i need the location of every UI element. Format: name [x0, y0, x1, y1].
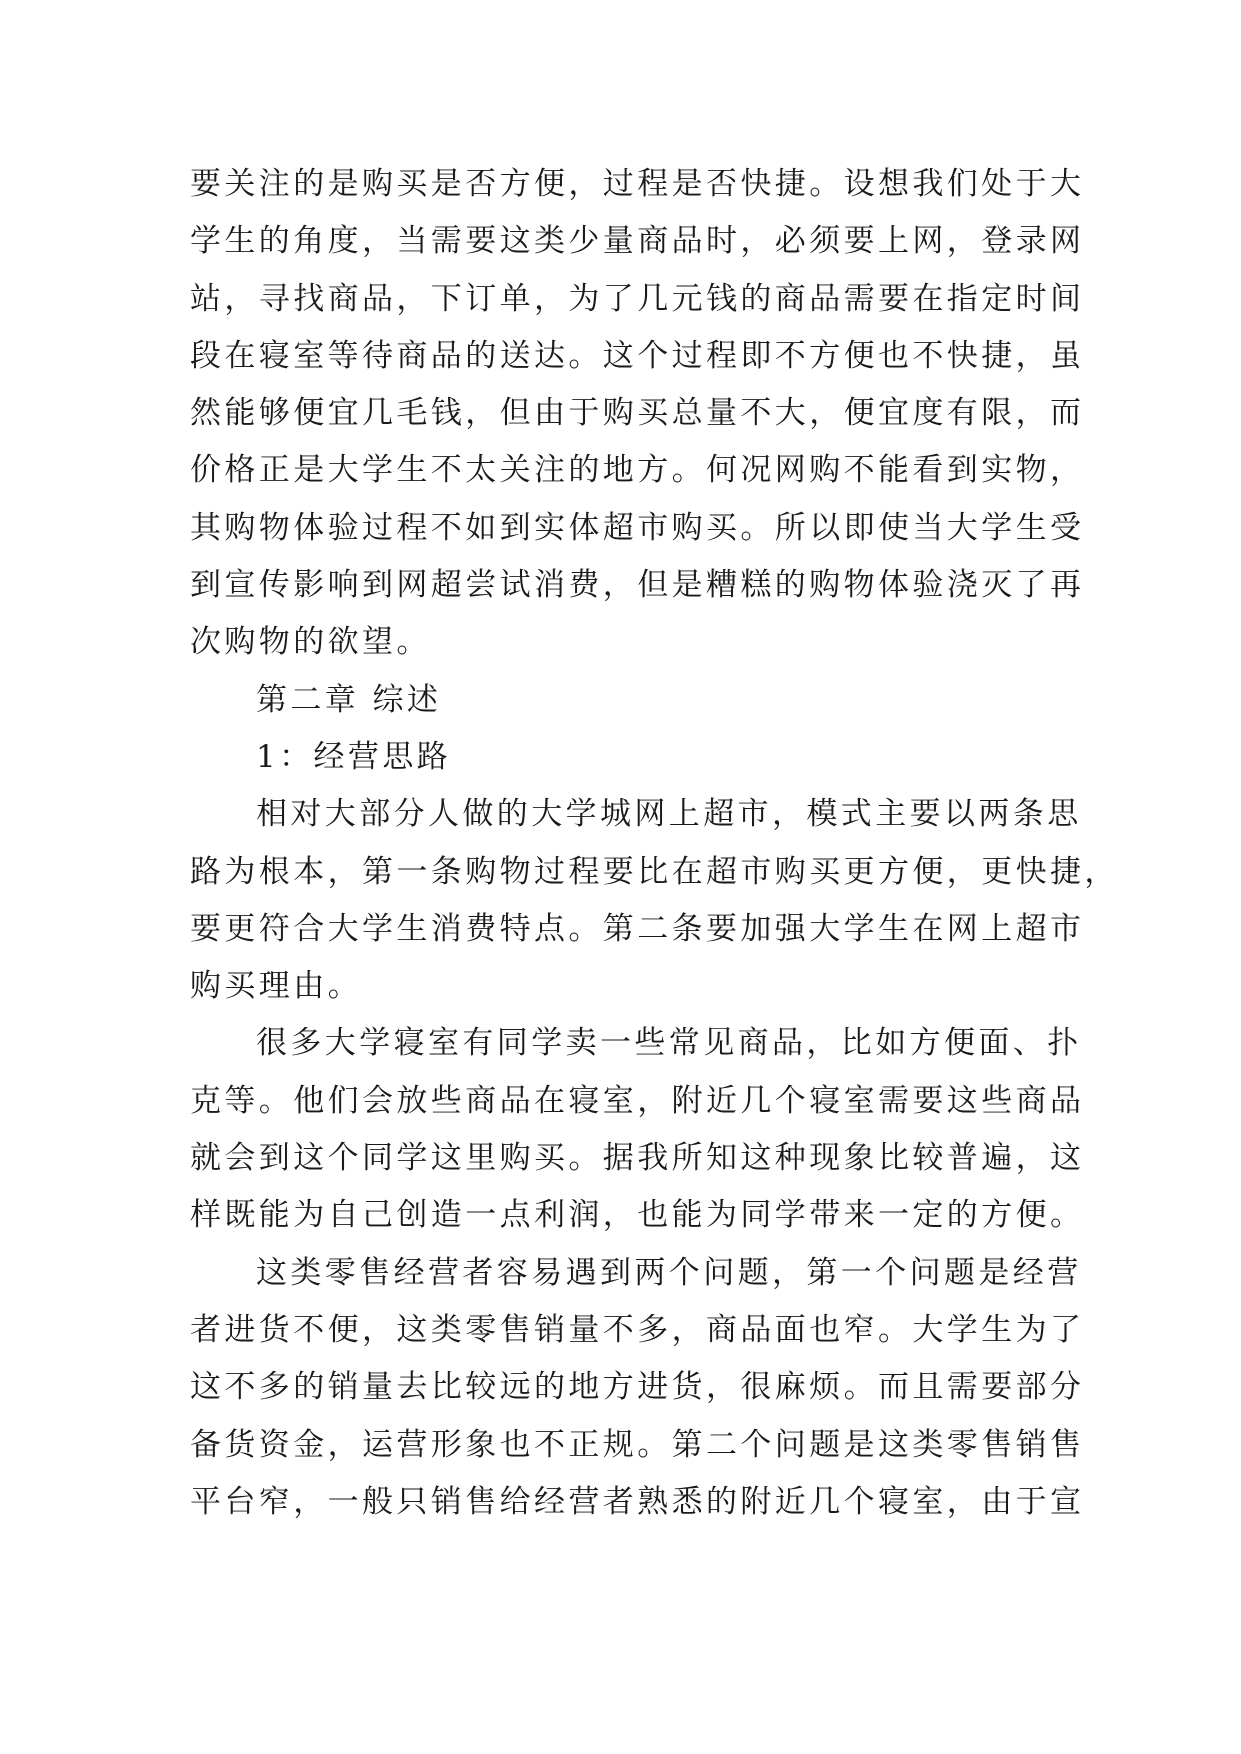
- text-line: 样既能为自己创造一点利润，也能为同学带来一定的方便。: [190, 1197, 1085, 1234]
- document-body: [190, 156, 1119, 1531]
- text-line: 1：经营思路: [256, 738, 452, 775]
- text-line: 学生的角度，当需要这类少量商品时，必须要上网，登录网: [190, 223, 1085, 260]
- text-line: 段在寝室等待商品的送达。这个过程即不方便也不快捷，虽: [190, 337, 1085, 374]
- text-line: 平台窄，一般只销售给经营者熟悉的附近几个寝室，由于宣: [190, 1483, 1085, 1520]
- text-line: 相对大部分人做的大学城网上超市，模式主要以两条思: [256, 796, 1082, 833]
- text-line: 者进货不便，这类零售销量不多，商品面也窄。大学生为了: [190, 1311, 1085, 1348]
- text-line: 就会到这个同学这里购买。据我所知这种现象比较普遍，这: [190, 1140, 1085, 1177]
- text-line: 很多大学寝室有同学卖一些常见商品，比如方便面、扑: [256, 1025, 1082, 1062]
- text-line: 购买理由。: [190, 968, 362, 1005]
- text-line: 要更符合大学生消费特点。第二条要加强大学生在网上超市: [190, 910, 1085, 947]
- text-line: 备货资金，运营形象也不正规。第二个问题是这类零售销售: [190, 1426, 1085, 1463]
- text-line: 第二章 综述: [256, 681, 442, 718]
- text-line: 价格正是大学生不太关注的地方。何况网购不能看到实物，: [190, 452, 1085, 489]
- text-line: 然能够便宜几毛钱，但由于购买总量不大，便宜度有限，而: [190, 395, 1085, 432]
- text-line: 这类零售经营者容易遇到两个问题，第一个问题是经营: [256, 1254, 1082, 1291]
- text-line: 其购物体验过程不如到实体超市购买。所以即使当大学生受: [190, 509, 1085, 546]
- text-line: 次购物的欲望。: [190, 624, 431, 661]
- text-line: 路为根本，第一条购物过程要比在超市购买更方便，更快捷，: [190, 853, 1119, 890]
- text-line: 这不多的销量去比较远的地方进货，很麻烦。而且需要部分: [190, 1369, 1085, 1406]
- text-line: 站，寻找商品，下订单，为了几元钱的商品需要在指定时间: [190, 280, 1085, 317]
- text-line: 克等。他们会放些商品在寝室，附近几个寝室需要这些商品: [190, 1082, 1085, 1119]
- text-line: 要关注的是购买是否方便，过程是否快捷。设想我们处于大: [190, 166, 1085, 202]
- text-line: 到宣传影响到网超尝试消费，但是糟糕的购物体验浇灭了再: [190, 567, 1085, 604]
